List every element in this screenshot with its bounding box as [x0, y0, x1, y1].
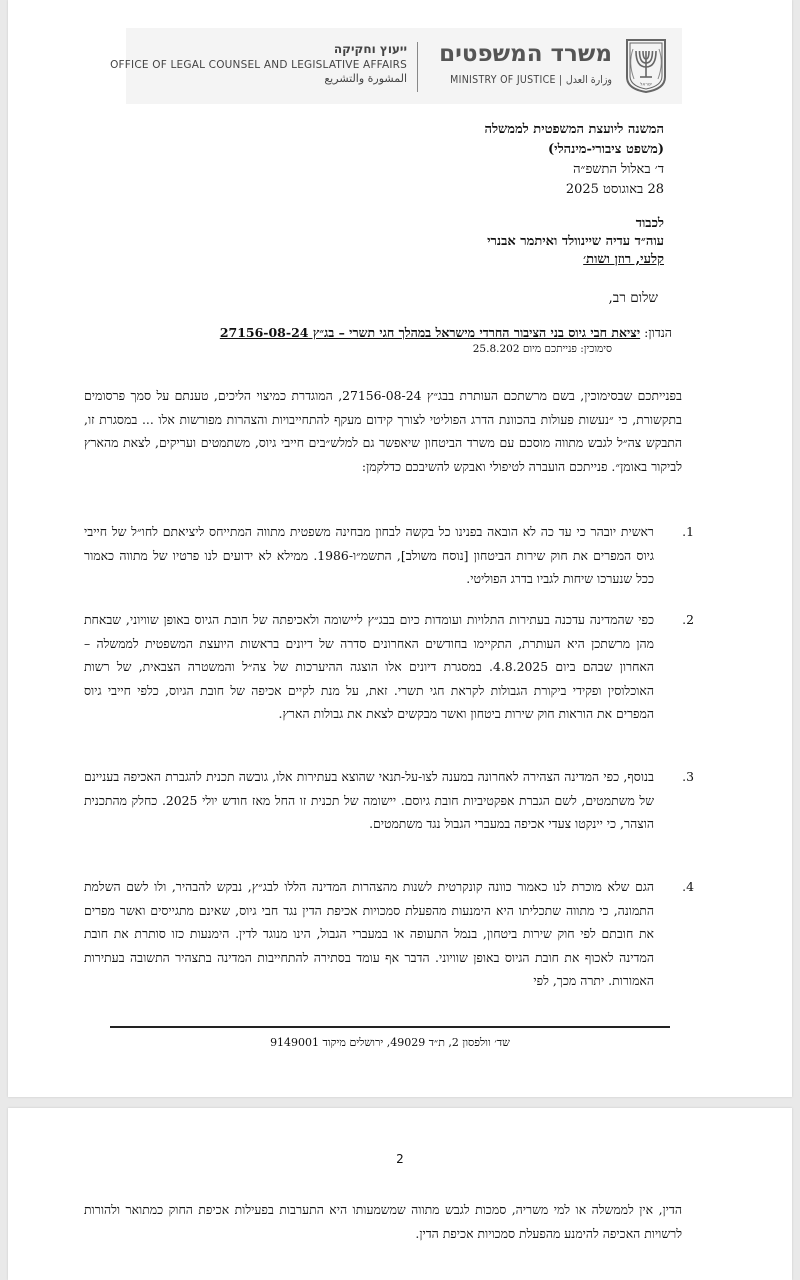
page-number: 2	[396, 1152, 404, 1166]
svg-text:ישראל: ישראל	[639, 82, 653, 88]
sender-department: (משפט ציבורי-מינהלי)	[548, 142, 664, 157]
office-name-ar: المشورة والتشريع	[324, 72, 407, 85]
sender-block	[485, 120, 665, 200]
intro-paragraph: בפנייתכם שבסימוכין, בשם מרשתכם העותרת בבג״ץ 27156-08-24, המוגדרת כמיצוי הליכים, טענתם על סמך פרסומים בתקשורת, כי ״נעשות פעולות בהכוונת הדרג הפוליטי לצורך קידום מעקף להתחייבויות והצהרות מפורשות אלו ... במסגרת זו, התבקש צה״ל לגבש מתווה מוסכם עם משרד הביטחון שיאפשר גם למלש״בים חייבי גיוס, משתמטים ועריקים, לצאת מהארץ לביקור באומן״. פנייתכם הועברה לטיפולי ואבקש להשיבכם כדלקמן:	[84, 388, 683, 474]
list-item-number: 4.	[682, 879, 694, 894]
list-item-4	[84, 875, 694, 993]
letter-page-1	[8, 0, 792, 1097]
subject-label: הנדון:	[644, 325, 672, 340]
date-hebrew: ד׳ באלול התשפ״ה	[573, 162, 664, 177]
office-title	[110, 42, 407, 85]
list-item-2	[84, 608, 694, 726]
list-item-text: כפי שהמדינה עדכנה בעתירות התלויות ועומדות כיום בבג״ץ ליישומה ולאכיפתה של חובת הגיוס באופן שוויוני, שבאחת מהן מרשתכן היא העותרת, התקיימו בחודשים האחרונים סדרה של דיונים בראשות היועצת המשפטית לממשלה – האחרון שבהם ביום 4.8.2025. במסגרת דיונים אלו הוצגה ההיערכות של צה״ל והמשטרה הצבאית, של רשות האוכלוסין ופקידי ביקורת הגבולות לקראת חגי תשרי. זאת, על מנת לקיים אכיפה של חובת הגיוס, כלפי חייבי גיוס המפרים את הוראות חוק שירות ביטחון ואשר מבקשים לצאת את גבולות הארץ.	[84, 612, 654, 721]
letterhead	[110, 28, 682, 104]
recipient-names: עוה״ד עדיה שיינוולד ואיתמר אבנרי	[487, 234, 664, 249]
recipient-firm: קלעי, רוזן ושות׳	[583, 252, 664, 267]
subject-reference: סימוכין: פנייתכם מיום 25.8.202	[472, 343, 612, 355]
list-item-1	[84, 520, 694, 591]
continuation-paragraph: הדין, אין לממשלה או למי משריה, סמכות לגבש מתווה שמשמעותו היא התערבות בפעילות אכיפת החוק כמתואר ולהורות לרשויות האכיפה להימנע מהפעלת סמכויות אכיפת הדין.	[84, 1202, 682, 1241]
list-item-3	[84, 765, 694, 836]
ministry-title	[439, 40, 612, 86]
footer-divider	[110, 1026, 670, 1028]
ministry-name-he: משרד המשפטים	[439, 41, 612, 67]
recipient-honor: לכבוד	[635, 216, 664, 231]
list-item-number: 3.	[682, 769, 694, 784]
sender-title: המשנה ליועצת המשפטית לממשלה	[484, 122, 664, 137]
letterhead-divider	[417, 42, 418, 92]
list-item-text: ראשית יובהר כי עד כה לא הובאה בפנינו כל בקשה לבחון מבחינה משפטית מתווה המתייחס ליציאתם לחו״ל של חייבי גיוס המפרים את חוק שירות הביטחון [נוסח משולב], התשמ״ו-1986. ממילא לא ידועים לנו פרטיו של מתווה כאמור ככל שנערכו שיחות לגביו בדרג הפוליטי.	[84, 524, 654, 586]
office-name-en: OFFICE OF LEGAL COUNSEL AND LEGISLATIVE AFFAIRS	[110, 59, 407, 71]
subject-text: יציאת חבי גיוס בני הציבור החרדי מישראל במהלך חגי תשרי – בג״ץ 27156-08-24	[219, 325, 641, 340]
office-name-he: ייעוץ וחקיקה	[333, 42, 407, 56]
subject-block	[112, 324, 672, 358]
list-item-text: בנוסף, כפי המדינה הצהירה לאחרונה במענה לצו-על-תנאי שהוצא בעתירות אלו, גובשה תכנית להגברת האכיפה בעניינם של משתמטים, לשם הגברת אפקטיביות חובת גיוסם. יישומה של תכנית זו החל מאז חודש יולי 2025. כחלק מהתכנית הוצהר, כי יינקטו צעדי אכיפה במעברי הגבול נגד משתמטים.	[84, 769, 654, 831]
date-gregorian: 28 באוגוסט 2025	[565, 182, 664, 197]
list-item-number: 1.	[682, 524, 694, 539]
greeting: שלום רב,	[608, 290, 658, 306]
list-item-number: 2.	[682, 612, 694, 627]
letter-page-2	[8, 1108, 792, 1280]
footer-address: שד׳ וולפסון 2, ת״ד 49029, ירושלים מיקוד 9149001	[270, 1036, 510, 1049]
recipient-block	[487, 215, 664, 269]
menorah-emblem-icon	[624, 37, 668, 93]
ministry-name-en-ar: MINISTRY OF JUSTICE | وزارة العدل	[450, 74, 612, 86]
list-item-text: הגם שלא מוכרת לנו כאמור כוונה קונקרטית לשנות מהצהרות המדינה הללו לבג״ץ, נבקש להבהיר, ולו לשם השלמת התמונה, כי מתווה שתכליתו היא הימנעות מהפעלת סמכויות אכיפת הדין נגד חבי גיוס, שאינם מתגייסים ואשר מפרים את חובתם לפי חוק שירות ביטחון, בנמל התעופה או במעברי הגבול, הינו מנוגד לדין. הימנעות כזו סותרת את חובת המדינה לאכוף את חובת הגיוס באופן שוויוני. הדבר אף עומד בסתירה להתחייבות המדינה בתצהיר התשובה בעתירות האמורות. יתרה מכך, לפי	[84, 879, 654, 988]
